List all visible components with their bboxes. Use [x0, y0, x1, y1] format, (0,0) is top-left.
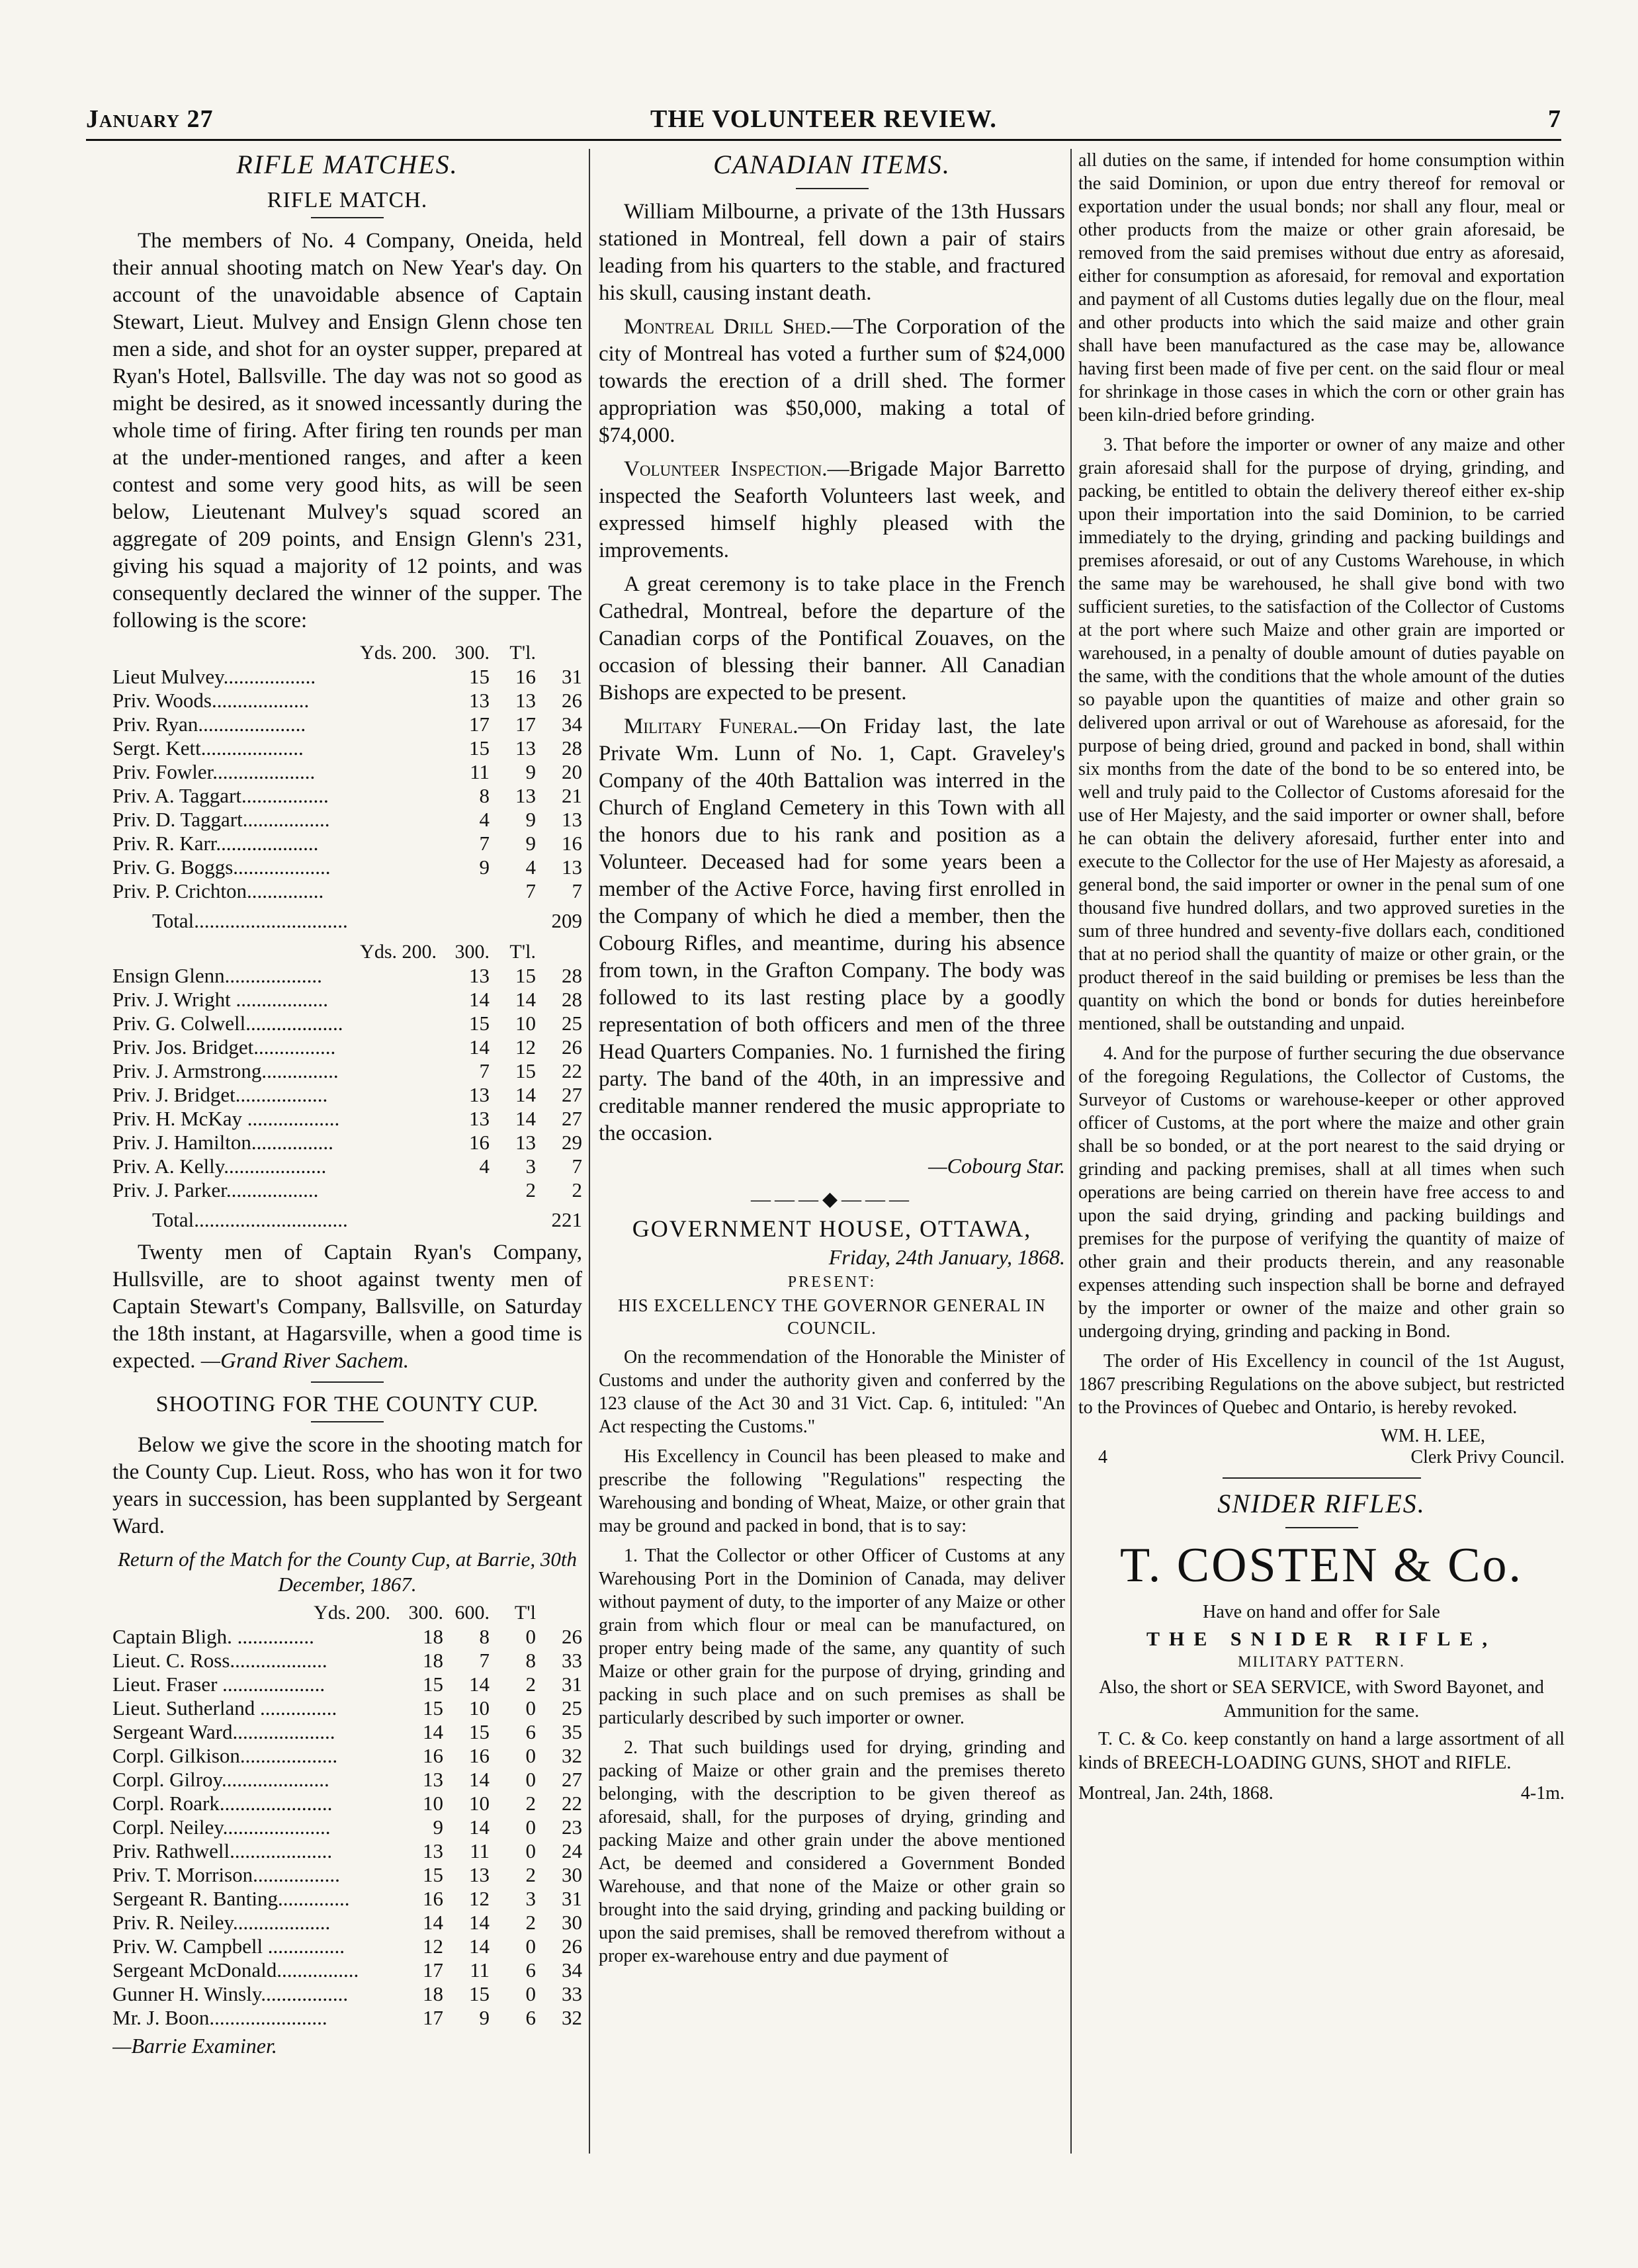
- news-item: [599, 456, 1065, 564]
- score-cell: 35: [562, 1720, 582, 1743]
- score-cell: 8: [479, 784, 490, 807]
- score-cell: 13: [515, 736, 536, 760]
- shooter-name: Lieut. Fraser ....................: [112, 1673, 325, 1696]
- table-row: [112, 988, 582, 1012]
- score-cell: 15: [423, 1863, 443, 1886]
- county-cup-table: [112, 1601, 582, 2030]
- advert-line: Also, the short or SEA SERVICE, with Sword Bayonet, and Ammunition for the same.: [1099, 1677, 1544, 1722]
- table-row: [112, 1059, 582, 1083]
- score-cell: 9: [525, 832, 536, 855]
- table-row: [112, 1649, 582, 1673]
- score-cell: 13: [515, 689, 536, 712]
- item-lead: Montreal Drill Shed.: [624, 315, 832, 339]
- table-row: [112, 760, 582, 784]
- shooter-name: Corpl. Neiley.....................: [112, 1815, 331, 1839]
- score-cell: 15: [515, 1059, 536, 1082]
- col-header: Yds. 200.: [314, 1602, 390, 1624]
- issue-date: January 27: [86, 105, 214, 133]
- score-cell: 0: [525, 1744, 536, 1767]
- advert-place-date: Montreal, Jan. 24th, 1868.: [1078, 1783, 1273, 1804]
- score-cell: 13: [469, 1107, 490, 1130]
- shooter-name: Corpl. Gilroy.....................: [112, 1768, 329, 1791]
- score-cell: 26: [562, 1625, 582, 1648]
- score-cell: 7: [572, 1155, 582, 1178]
- score-cell: 26: [562, 1935, 582, 1958]
- table-row: [112, 879, 582, 903]
- article-text: Below we give the score in the shooting match for the County Cup. Lieut. Ross, who has won it for two years in succession, has been supplanted by Sergeant Ward.: [112, 1433, 582, 1538]
- score-cell: 7: [525, 879, 536, 902]
- score-cell: 7: [479, 1059, 490, 1082]
- closing-text: Twenty men of Captain Ryan's Company, Hullsville, are to shoot against twenty men of Captain Stewart's Company, Ballsville, on Saturday the 18th instant, at Hagarsville, when a good time is expected.: [112, 1241, 582, 1373]
- table-row: [112, 736, 582, 760]
- table-row: [112, 1155, 582, 1178]
- score-cell: 15: [515, 964, 536, 987]
- score-cell: 16: [423, 1744, 443, 1767]
- score-cell: 33: [562, 1649, 582, 1672]
- shooter-name: Corpl. Gilkison...................: [112, 1744, 338, 1767]
- table-row: [112, 1083, 582, 1107]
- item-text: William Milbourne, a private of the 13th Hussars stationed in Montreal, fell down a pair of stairs leading from his quarters to the stable, and fractured his skull, causing instant death.: [599, 200, 1065, 305]
- total-label: Total..............................: [152, 909, 348, 932]
- score-cell: 24: [562, 1839, 582, 1862]
- table-row: [112, 1863, 582, 1887]
- score-header: [112, 940, 582, 964]
- article-heading: SHOOTING FOR THE COUNTY CUP.: [155, 1392, 539, 1417]
- total-line: [152, 1207, 582, 1233]
- score-cell: 14: [515, 988, 536, 1011]
- score-cell: 18: [423, 1625, 443, 1648]
- shooter-name: Priv. R. Neiley...................: [112, 1911, 331, 1934]
- score-cell: 6: [525, 2006, 536, 2029]
- score-cell: 13: [515, 1131, 536, 1154]
- table-row: [112, 808, 582, 832]
- present-label: PRESENT:: [787, 1274, 877, 1291]
- table-row: [112, 1035, 582, 1059]
- table-row: [112, 1131, 582, 1155]
- col-header: 300.: [454, 642, 490, 664]
- score-cell: 20: [562, 760, 582, 783]
- table-row: [112, 1887, 582, 1911]
- score-cell: 2: [525, 1911, 536, 1934]
- table-row: [112, 713, 582, 736]
- source-credit: —Cobourg Star.: [928, 1154, 1065, 1178]
- shooter-name: Priv. A. Taggart.................: [112, 784, 329, 807]
- shooter-name: Priv. J. Armstrong...............: [112, 1059, 339, 1082]
- score-cell: 18: [423, 1982, 443, 2005]
- total-label: Total..............................: [152, 1208, 348, 1231]
- score-cell: [443, 1178, 490, 1202]
- regulation-clause: 3. That before the importer or owner of any maize and other grain aforesaid shall for the purpose of drying, grinding, and packing, be entitled to obtain the delivery thereof either ex-ship upon their importation into the said Dominion, to be carried immediately to the drying, grinding and packing buildings and premises aforesaid, or out of any Customs Warehouse, in which the same may be warehoused, he shall give bond with two sufficient sureties, to the satisfaction of the Collector of Customs at the port where such Maize and other grain are imported or warehoused, in a penalty of double amount of duties payable on the same, with the conditions that the whole amount of the duties so payable upon the quantities of maize and other grain so delivered upon arrival or out of Warehouse as aforesaid, for the purpose of being dried, ground and packed in bond, shall within six months from the date of the bond to be so entered into, be well and truly paid to the Collector of Customs aforesaid for the use of Her Majesty, and the said importer or owner shall, before he can obtain the delivery aforesaid, further enter into and execute to the Collector for the use of Her Majesty as aforesaid, a general bond, the said importer or owner in the penal sum of one thousand five hundred dollars, and two approved sureties in the sum of three hundred and seventy-five dollars each, conditioned that at no period shall the quantity of maize or other grain, or the product thereof in the said building or premises be less than the quantity on which the bond or bonds for duties hereinbefore mentioned, shall be outstanding and unpaid.: [1078, 435, 1565, 1034]
- table-row: [112, 1982, 582, 2006]
- score-cell: 8: [479, 1625, 490, 1648]
- advert-firm: T. COSTEN & Co.: [1120, 1538, 1523, 1592]
- article-text: The members of No. 4 Company, Oneida, held their annual shooting match on New Year's day. On account of the unavoidable absence of Captain Stewart, Lieut. Mulvey and Ensign Glenn chose ten men a side, and shot for an oyster supper, prepared at Ryan's Hotel, Ballsville. The day was not so good as might be desired, as it snowed incessantly during the whole time of firing. After firing ten rounds per man at the under-mentioned ranges, and after a keen contest and some very good hits, as will be seen below, Lieutenant Mulvey's squad scored an aggregate of 209 points, and Ensign Glenn's 231, giving his squad a majority of 12 points, and was consequently declared the winner of the supper. The following is the score:: [112, 229, 582, 632]
- table-row: [112, 855, 582, 879]
- score-cell: 14: [423, 1720, 443, 1743]
- table-row: [112, 689, 582, 713]
- score-cell: 14: [515, 1083, 536, 1106]
- score-cell: 0: [525, 1815, 536, 1839]
- score-cell: 32: [562, 2006, 582, 2029]
- score-cell: 21: [562, 784, 582, 807]
- score-cell: 7: [572, 879, 582, 902]
- score-cell: 30: [562, 1911, 582, 1934]
- shooter-name: Mr. J. Boon.......................: [112, 2006, 327, 2029]
- score-cell: 16: [423, 1887, 443, 1910]
- table-row: [112, 1673, 582, 1696]
- score-cell: 13: [469, 1083, 490, 1106]
- score-cell: 2: [525, 1673, 536, 1696]
- column-canadian-items: [599, 149, 1065, 2140]
- score-cell: 10: [469, 1792, 490, 1815]
- score-cell: 22: [562, 1792, 582, 1815]
- shooter-name: Priv. J. Wright ..................: [112, 988, 328, 1011]
- regulation-clause: all duties on the same, if intended for home consumption within the said Dominion, or upon due entry thereof for removal or exportation under the usual bonds; nor shall any flour, meal or other products from the maize or other grain aforesaid, be removed from the said premises without due entry as aforesaid, either for consumption as aforesaid, for removal and exportation and payment of all Customs duties legally due on the flour, meal and other products into which the said maize and other grain shall have been manufactured as the case may be, allowance having first been made of five per cent. on the said flour or meal for shrinkage in those cases in which the corn or other grain has been kiln-dried before grinding.: [1078, 150, 1565, 425]
- news-item: [599, 198, 1065, 307]
- running-head: [86, 99, 1561, 141]
- table-row: [112, 1720, 582, 1744]
- item-text: —On Friday last, the late Private Wm. Lunn of No. 1, Capt. Graveley's Company of the 40th Battalion was interred in the Church of England Cemetery in this Town with all the honors due to his rank and position as a Volunteer. Deceased had for some years been a member of the Active Force, having first enrolled in the Company of which he died a member, then the Cobourg Rifles, and meantime, during his absence from town, in the Grafton Company. The body was followed to its last resting place by a goodly representation of both officers and men of the three Head Quarters Companies. No. 1 furnished the firing party. The band of the 40th, in an impressive and creditable manner rendered the music appropriate to the occasion.: [599, 715, 1065, 1145]
- total-line: [152, 908, 582, 934]
- regulation-clause: 2. That such buildings used for drying, grinding and packing of Maize or other grain and the premises thereto belonging, with the description to be given thereof as aforesaid, shall, for the purposes of drying, grinding and packing Maize and other grain under the above mentioned Act, be deemed and considered a Government Bonded Warehouse, and that none of the Maize or other grain so brought into the said drying, grinding and packing building or upon the said premises, shall be removed therefrom without a proper ex-warehouse entry and due payment of: [599, 1737, 1065, 1966]
- score-cell: 2: [572, 1178, 582, 1201]
- short-rule: [796, 188, 869, 189]
- advert-line: Have on hand and offer for Sale: [1203, 1602, 1440, 1622]
- shooter-name: Captain Bligh. ...............: [112, 1625, 314, 1648]
- score-cell: 25: [562, 1696, 582, 1720]
- shooter-name: Lieut. Sutherland ...............: [112, 1696, 337, 1720]
- table-row: [112, 1178, 582, 1202]
- table-row: [112, 1935, 582, 1958]
- score-cell: 17: [515, 713, 536, 736]
- shooter-name: Corpl. Roark......................: [112, 1792, 333, 1815]
- score-cell: 9: [479, 2006, 490, 2029]
- score-cell: 2: [525, 1863, 536, 1886]
- advert-heading: SNIDER RIFLES.: [1217, 1489, 1426, 1518]
- clerk-title: Clerk Privy Council.: [1410, 1447, 1565, 1467]
- score-cell: 3: [525, 1155, 536, 1178]
- score-header: [112, 641, 582, 665]
- score-cell: 9: [433, 1815, 443, 1839]
- shooter-name: Sergeant McDonald................: [112, 1958, 359, 1982]
- table-row: [112, 1768, 582, 1792]
- score-cell: 14: [423, 1911, 443, 1934]
- score-cell: 30: [562, 1863, 582, 1886]
- col-header: T'l.: [509, 642, 536, 664]
- score-cell: 15: [469, 736, 490, 760]
- col-header: T'l.: [509, 941, 536, 963]
- shooter-name: Sergeant Ward....................: [112, 1720, 335, 1743]
- table-row: [112, 1815, 582, 1839]
- table-row: [112, 1958, 582, 1982]
- column-rule: [589, 149, 590, 2154]
- score-cell: 31: [562, 1673, 582, 1696]
- shooter-name: Priv. G. Boggs...................: [112, 855, 331, 879]
- score-cell: 14: [469, 1911, 490, 1934]
- score-cell: 16: [469, 1131, 490, 1154]
- shooter-name: Priv. A. Kelly....................: [112, 1155, 327, 1178]
- dateline: Friday, 24th January, 1868.: [828, 1245, 1065, 1269]
- score-cell: 15: [469, 1012, 490, 1035]
- score-cell: 14: [469, 1935, 490, 1958]
- score-cell: 14: [469, 1673, 490, 1696]
- article-text: The order of His Excellency in council of the 1st August, 1867 prescribing Regulations on the above subject, but restricted to the Provinces of Quebec and Ontario, is hereby revoked.: [1078, 1351, 1565, 1418]
- score-cell: 27: [562, 1083, 582, 1106]
- score-cell: 16: [515, 665, 536, 688]
- score-cell: 10: [469, 1696, 490, 1720]
- score-cell: 17: [469, 713, 490, 736]
- shooter-name: Gunner H. Winsly.................: [112, 1982, 349, 2005]
- col-header: 600.: [454, 1602, 490, 1624]
- section-heading: RIFLE MATCHES.: [236, 150, 458, 179]
- score-cell: 14: [515, 1107, 536, 1130]
- table-row: [112, 784, 582, 808]
- score-header: [112, 1601, 582, 1625]
- score-cell: 15: [423, 1673, 443, 1696]
- score-cell: 10: [515, 1012, 536, 1035]
- score-cell: 15: [469, 665, 490, 688]
- section-heading: CANADIAN ITEMS.: [713, 150, 951, 179]
- score-cell: 29: [562, 1131, 582, 1154]
- score-cell: 9: [525, 808, 536, 831]
- clerk-row: [1078, 1447, 1565, 1468]
- score-cell: 28: [562, 964, 582, 987]
- shooter-name: Priv. H. McKay ..................: [112, 1107, 340, 1130]
- shooter-name: Priv. R. Karr....................: [112, 832, 319, 855]
- shooter-name: Priv. Ryan.....................: [112, 713, 306, 736]
- table-row: [112, 1696, 582, 1720]
- advert-line: T. C. & Co. keep constantly on hand a large assortment of all kinds of BREECH-LOADING GUNS, SHOT and RIFLE.: [1078, 1729, 1565, 1773]
- page-number: 7: [1548, 105, 1561, 133]
- regulation-clause: 4. And for the purpose of further securing the due observance of the foregoing Regulations, the Collector of Customs, the Surveyor of Customs or warehouse-keeper or other approved officer of Customs, at the port where the maize and other grain shall be so bonded, or at the port nearest to the said drying or grinding and packing premises, shall at all times when such operations are being carried on therein have free access to and upon the said drying, grinding and packing buildings and premises for the purpose of verifying the quantity of maize of other grain and their products therein, and any reasonable expenses attending such inspection shall be borne and defrayed by the importer or owner of the maize and other grain so undergoing drying, grinding and packing in Bond.: [1078, 1043, 1565, 1342]
- table-row: [112, 2006, 582, 2030]
- item-text: —Brigade Major Barretto inspected the Seaforth Volunteers last week, and expressed himself highly pleased with the improvements.: [599, 457, 1065, 562]
- item-lead: Volunteer Inspection.: [624, 457, 828, 481]
- news-item: [599, 314, 1065, 449]
- score-cell: 0: [525, 1625, 536, 1648]
- col-header: 300.: [408, 1602, 443, 1624]
- short-rule: [1285, 1527, 1358, 1528]
- score-table-mulvey: [112, 641, 582, 903]
- shooter-name: Priv. T. Morrison.................: [112, 1863, 340, 1886]
- short-rule: [311, 1421, 384, 1422]
- score-cell: 4: [479, 808, 490, 831]
- column-rule: [1070, 149, 1072, 2154]
- table-row: [112, 1744, 582, 1768]
- regulation-clause: 1. That the Collector or other Officer of Customs at any Warehousing Port in the Dominion of Canada, may deliver without payment of duty, to the importer of any Maize or other grain from which flour or meal can be manufactured, on proper entry being made of the same, any quantity of such Maize or other grain for the purpose of drying, grinding and packing in such place and on such premises as shall be particularly described by such importer or owner.: [599, 1546, 1065, 1728]
- score-cell: 28: [562, 736, 582, 760]
- article-heading: GOVERNMENT HOUSE, OTTAWA,: [632, 1215, 1032, 1242]
- score-cell: 4: [525, 855, 536, 879]
- signatory: WM. H. LEE,: [1381, 1426, 1485, 1446]
- source-credit: —Barrie Examiner.: [112, 2034, 277, 2058]
- shooter-name: Sergeant R. Banting..............: [112, 1887, 350, 1910]
- advert-product: THE SNIDER RIFLE,: [1146, 1628, 1496, 1650]
- score-cell: 28: [562, 988, 582, 1011]
- shooter-name: Priv. Jos. Bridget................: [112, 1035, 336, 1059]
- score-cell: 0: [525, 1696, 536, 1720]
- col-header: T'l: [514, 1602, 536, 1624]
- score-cell: 13: [469, 689, 490, 712]
- score-cell: 26: [562, 1035, 582, 1059]
- paper-title: THE VOLUNTEER REVIEW.: [650, 105, 997, 133]
- score-cell: 12: [423, 1935, 443, 1958]
- short-rule: [1223, 1477, 1421, 1479]
- score-cell: 13: [515, 784, 536, 807]
- score-cell: 27: [562, 1107, 582, 1130]
- shooter-name: Priv. G. Colwell...................: [112, 1012, 343, 1035]
- score-table-glenn: [112, 940, 582, 1202]
- score-cell: 22: [562, 1059, 582, 1082]
- score-cell: 4: [479, 1155, 490, 1178]
- table-row: [112, 1839, 582, 1863]
- score-cell: 13: [469, 1863, 490, 1886]
- shooter-name: Priv. W. Campbell ...............: [112, 1935, 345, 1958]
- shooter-name: Priv. D. Taggart.................: [112, 808, 330, 831]
- shooter-name: Priv. J. Bridget..................: [112, 1083, 328, 1106]
- source-credit: —Grand River Sachem.: [200, 1349, 409, 1373]
- score-cell: 0: [525, 1839, 536, 1862]
- score-cell: 13: [423, 1768, 443, 1791]
- total-value: 221: [551, 1208, 582, 1231]
- score-cell: 11: [470, 1958, 490, 1982]
- score-cell: 34: [562, 713, 582, 736]
- score-cell: 0: [525, 1768, 536, 1791]
- advert-footer: [1078, 1783, 1565, 1804]
- score-cell: 6: [525, 1720, 536, 1743]
- table-row: [112, 964, 582, 988]
- shooter-name: Priv. Rathwell....................: [112, 1839, 333, 1862]
- score-cell: 13: [562, 808, 582, 831]
- score-cell: [443, 879, 490, 903]
- item-text: A great ceremony is to take place in the French Cathedral, Montreal, before the departure of the Canadian corps of the Pontifical Zouaves, on the occasion of blessing their banner. All Canadian Bishops are expected to be present.: [599, 572, 1065, 705]
- item-lead: Military Funeral.: [624, 715, 798, 738]
- score-cell: 12: [515, 1035, 536, 1059]
- shooter-name: Lieut Mulvey..................: [112, 665, 316, 688]
- table-row: [112, 1792, 582, 1815]
- shooter-name: Sergt. Kett....................: [112, 736, 304, 760]
- news-item: [599, 713, 1065, 1147]
- score-cell: 15: [423, 1696, 443, 1720]
- ornament-divider: ———◆———: [750, 1188, 914, 1210]
- score-cell: 15: [469, 1720, 490, 1743]
- score-cell: 13: [423, 1839, 443, 1862]
- shooter-name: Priv. J. Parker..................: [112, 1178, 319, 1201]
- clerk-number: 4: [1098, 1447, 1107, 1467]
- score-cell: 18: [423, 1649, 443, 1672]
- table-row: [112, 832, 582, 855]
- score-cell: 10: [423, 1792, 443, 1815]
- score-cell: 3: [525, 1887, 536, 1910]
- advert-code: 4-1m.: [1520, 1783, 1565, 1804]
- score-cell: 12: [469, 1887, 490, 1910]
- score-cell: 0: [525, 1982, 536, 2005]
- advert-pattern: MILITARY PATTERN.: [1238, 1653, 1405, 1670]
- column-rifle-matches: [112, 149, 582, 2134]
- short-rule: [311, 217, 384, 218]
- score-cell: 2: [525, 1178, 536, 1201]
- score-cell: 14: [469, 1035, 490, 1059]
- score-cell: 14: [469, 1815, 490, 1839]
- table-row: [112, 1107, 582, 1131]
- score-cell: 0: [525, 1935, 536, 1958]
- score-cell: 33: [562, 1982, 582, 2005]
- score-cell: 11: [470, 1839, 490, 1862]
- table-row: [112, 1911, 582, 1935]
- score-cell: 32: [562, 1744, 582, 1767]
- column-regulations: [1078, 149, 1565, 2140]
- score-cell: 14: [469, 988, 490, 1011]
- score-cell: 17: [423, 2006, 443, 2029]
- score-cell: 9: [525, 760, 536, 783]
- score-cell: 25: [562, 1012, 582, 1035]
- col-header: 300.: [454, 941, 490, 963]
- items-list: [599, 198, 1065, 1147]
- col-header: Yds. 200.: [360, 642, 437, 664]
- score-cell: 11: [470, 760, 490, 783]
- article-text: His Excellency in Council has been pleased to make and prescribe the following "Regulations" respecting the Warehousing and bonding of Wheat, Maize, or other grain that may be ground and packed in bond, that is to say:: [599, 1446, 1065, 1536]
- score-cell: 14: [469, 1768, 490, 1791]
- score-cell: 31: [562, 665, 582, 688]
- score-cell: 26: [562, 689, 582, 712]
- shooter-name: Priv. P. Crichton...............: [112, 879, 324, 902]
- return-title: Return of the Match for the County Cup, at Barrie, 30th December, 1867.: [118, 1548, 577, 1596]
- score-cell: 7: [479, 1649, 490, 1672]
- score-cell: 16: [469, 1744, 490, 1767]
- score-cell: 15: [469, 1982, 490, 2005]
- shooter-name: Priv. Fowler....................: [112, 760, 316, 783]
- article-heading: RIFLE MATCH.: [267, 188, 428, 212]
- score-cell: 34: [562, 1958, 582, 1982]
- article-text: On the recommendation of the Honorable the Minister of Customs and under the authority given and conferred by the 123 clause of the Act 30 and 31 Vict. Cap. 6, intituled: "An Act respecting the Customs.": [599, 1347, 1065, 1437]
- table-row: [112, 665, 582, 689]
- score-cell: 31: [562, 1887, 582, 1910]
- article-text: [112, 1239, 582, 1375]
- table-row: [112, 1012, 582, 1035]
- score-cell: 2: [525, 1792, 536, 1815]
- score-cell: 16: [562, 832, 582, 855]
- shooter-name: Ensign Glenn...................: [112, 964, 322, 987]
- council-label: HIS EXCELLENCY THE GOVERNOR GENERAL IN COUNCIL.: [618, 1295, 1046, 1338]
- score-cell: 13: [469, 964, 490, 987]
- score-cell: 8: [525, 1649, 536, 1672]
- score-cell: 17: [423, 1958, 443, 1982]
- shooter-name: Priv. J. Hamilton................: [112, 1131, 333, 1154]
- shooter-name: Priv. Woods...................: [112, 689, 310, 712]
- item-text: —The Corporation of the city of Montreal has voted a further sum of $24,000 towards the erection of a drill shed. The former appropriation was $50,000, making a total of $74,000.: [599, 315, 1065, 447]
- score-cell: 23: [562, 1815, 582, 1839]
- score-cell: 7: [479, 832, 490, 855]
- col-header: Yds. 200.: [360, 941, 437, 963]
- score-cell: 9: [479, 855, 490, 879]
- total-value: 209: [551, 909, 582, 932]
- score-cell: 13: [562, 855, 582, 879]
- table-row: [112, 1625, 582, 1649]
- score-cell: 27: [562, 1768, 582, 1791]
- shooter-name: Lieut. C. Ross...................: [112, 1649, 327, 1672]
- short-rule: [311, 1381, 384, 1383]
- news-item: [599, 571, 1065, 707]
- score-cell: 6: [525, 1958, 536, 1982]
